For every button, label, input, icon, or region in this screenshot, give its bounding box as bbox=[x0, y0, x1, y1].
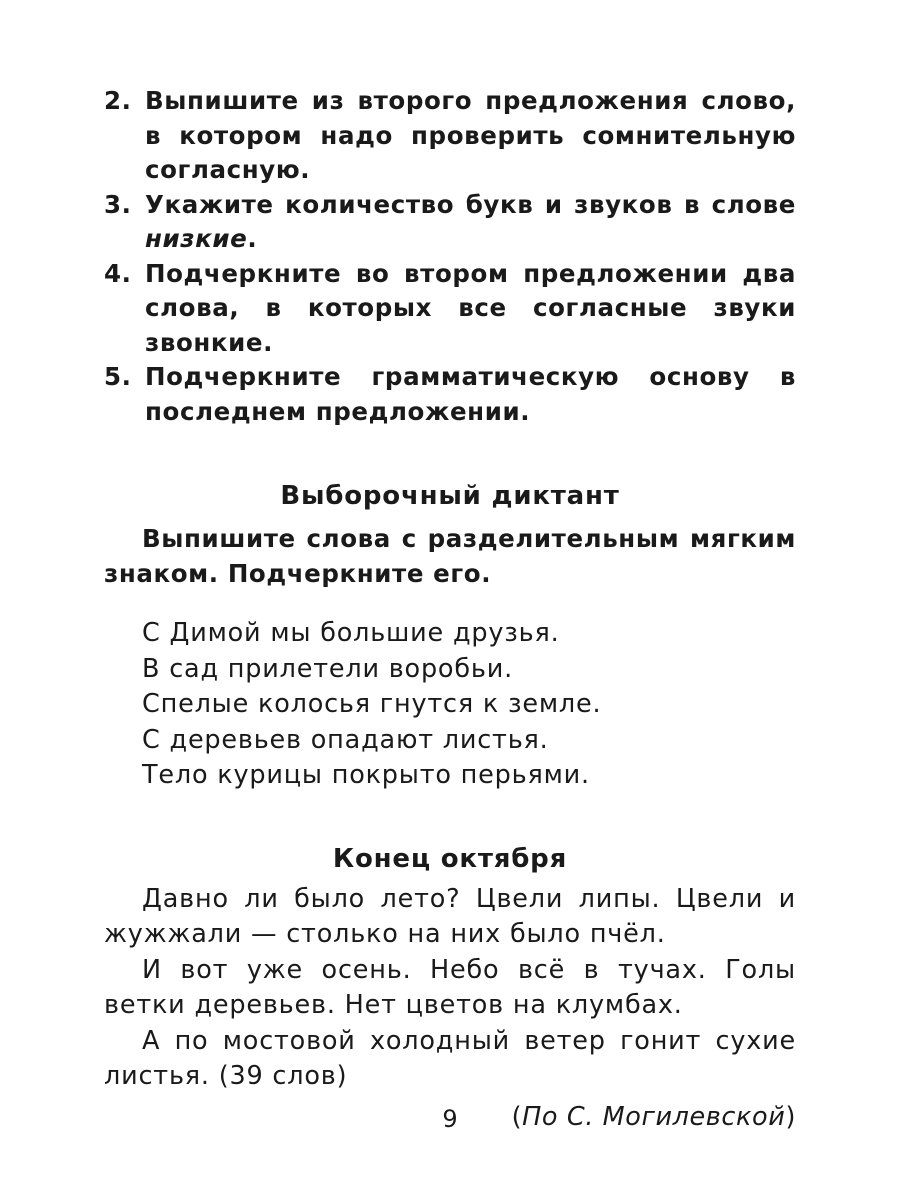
task-text bbox=[145, 188, 796, 257]
attribution-open: ( bbox=[511, 1101, 523, 1132]
page-number: 9 bbox=[442, 1105, 458, 1133]
text-paragraph: Давно ли было лето? Цвели липы. Цвели и жужжали — столько на них было пчёл. bbox=[104, 883, 796, 949]
task-text-after: . bbox=[247, 224, 258, 253]
task-item bbox=[104, 188, 796, 257]
attribution-close: ) bbox=[785, 1101, 796, 1132]
task-list bbox=[104, 84, 796, 429]
task-item bbox=[104, 84, 796, 188]
text-paragraph: И вот уже осень. Небо всё в тучах. Голы ветки деревьев. Нет цветов на клумбах. bbox=[104, 954, 796, 1020]
task-highlight-word: низкие bbox=[145, 224, 248, 253]
dictation-sentence: Спелые колосья гнутся к земле. bbox=[142, 689, 602, 719]
task-text: Выпишите из второго предложения слово, в котором надо проверить сомнительную согласную. bbox=[145, 86, 796, 184]
task-item bbox=[104, 257, 796, 361]
task-number: 3. bbox=[104, 189, 132, 219]
task-number: 4. bbox=[104, 258, 132, 288]
task-item bbox=[104, 360, 796, 429]
attribution-text: По С. Могилевской bbox=[522, 1101, 786, 1132]
task-number: 2. bbox=[104, 86, 132, 115]
text-paragraph: А по мостовой холодный ветер гонит сухие листья. (39 слов) bbox=[104, 1025, 796, 1091]
dictation-sentences bbox=[104, 616, 796, 794]
dictation-sentence: С Димой мы большие друзья. bbox=[142, 618, 560, 648]
task-text: Подчеркните во втором предложении два слова, в которых все согласные звуки звонкие. bbox=[145, 258, 796, 357]
page-content bbox=[104, 84, 796, 1135]
dictation-sentence: В сад прилетели воробьи. bbox=[142, 653, 513, 684]
task-number: 5. bbox=[104, 362, 132, 391]
dictation-sentence: С деревьев опадают листья. bbox=[142, 724, 549, 755]
dictation-sentence: Тело курицы покрыто перьями. bbox=[142, 760, 590, 790]
task-text: Подчеркните грамматическую основу в последнем предложении. bbox=[145, 362, 796, 426]
section-title-end-of-october: Конец октября bbox=[332, 843, 568, 874]
task-text-before: Укажите количество букв и звуков в слове bbox=[145, 189, 796, 219]
section-instruction: Выпишите слова с разделительным мягким знаком. Подчеркните его. bbox=[104, 524, 796, 588]
section-title-selective-dictation: Выборочный диктант bbox=[280, 481, 620, 511]
